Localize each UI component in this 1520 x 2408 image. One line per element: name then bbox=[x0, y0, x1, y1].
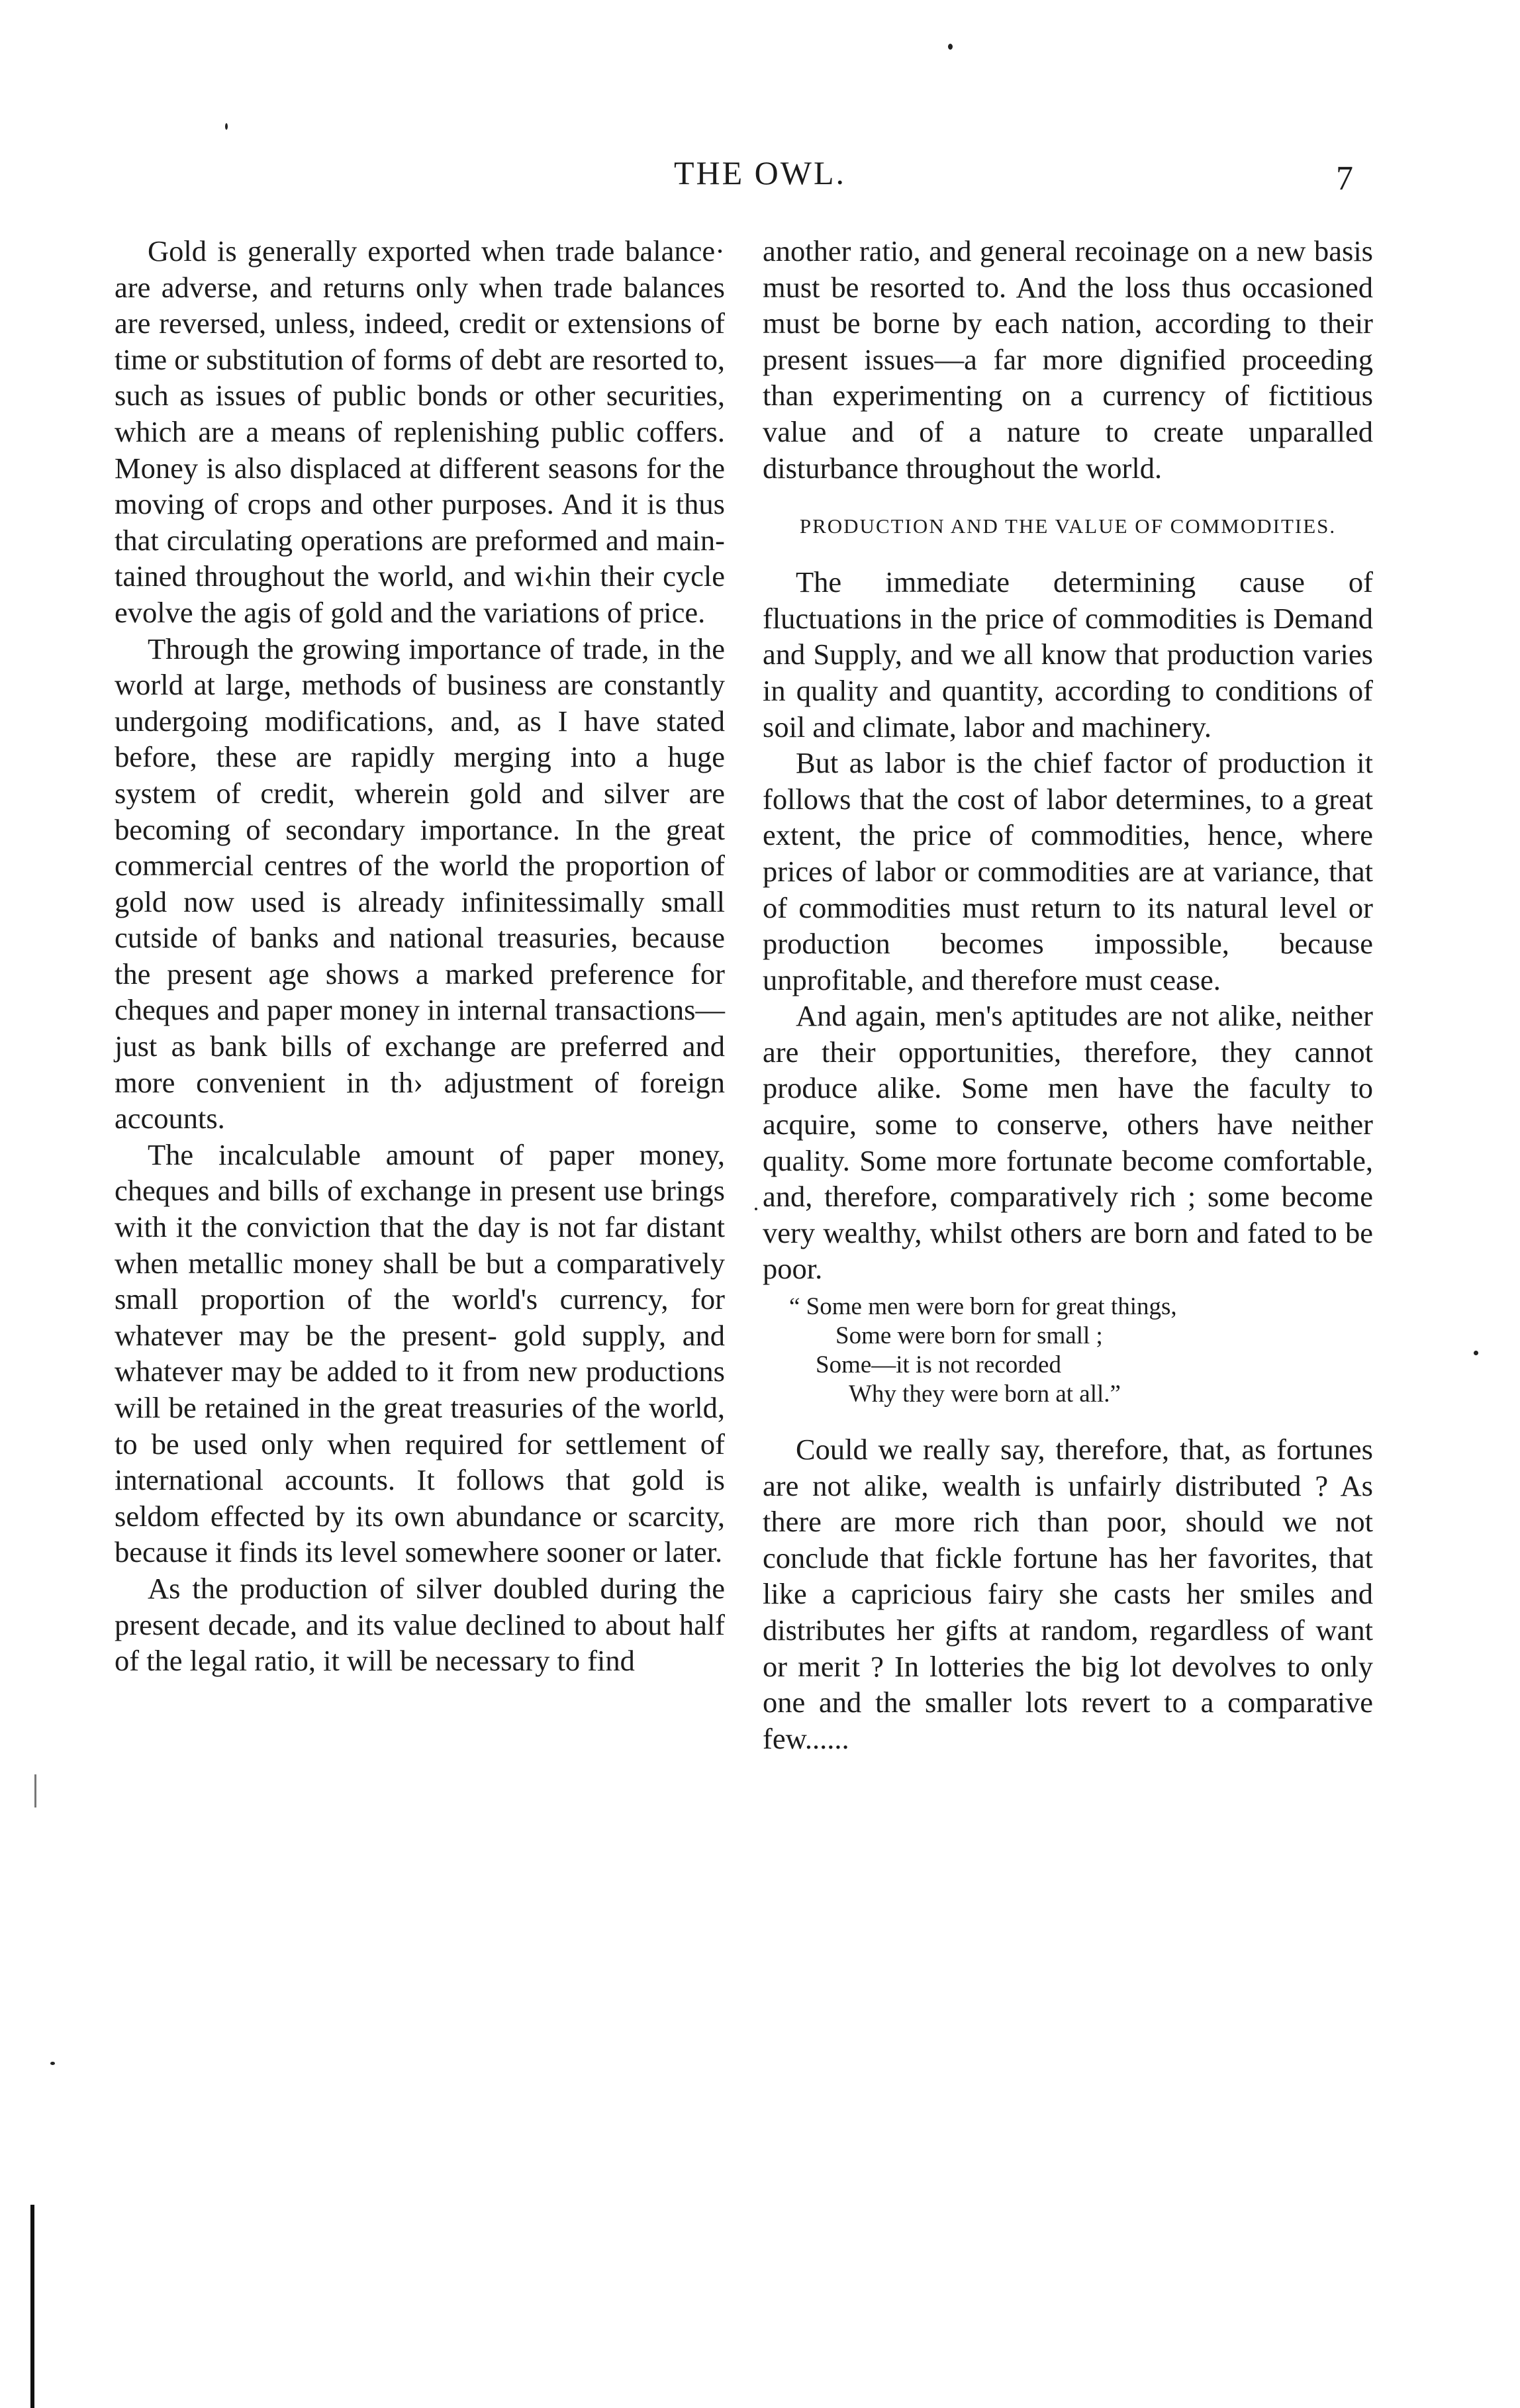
paragraph-aptitudes: And again, men's aptitudes are not alike, neither are their opportunities, therefore, they cannot produce alike. Some men have the faculty to acquire, some to conserve, others have neither quality. Some more fortunate become comfortable, and, therefore, comparatively rich ; some become very wealthy, whilst others are born and fated to be poor. bbox=[763, 999, 1373, 1286]
paragraph-another-ratio: another ratio, and general recoinage on a new basis must be resorted to. And the loss thus occasioned must be borne by each nation, according to their present issues—a far more dignified proceeding than experimenting on a currency of fictitious value and of a nature to create unparalled disturbance throughout the world. bbox=[763, 234, 1373, 485]
scan-speck bbox=[50, 2062, 55, 2065]
scan-speck bbox=[948, 44, 953, 50]
running-title: THE OWL. bbox=[673, 154, 847, 191]
scan-speck bbox=[755, 1208, 757, 1210]
page-number: 7 bbox=[1336, 160, 1353, 197]
scan-speck bbox=[225, 123, 228, 130]
right-column bbox=[763, 233, 1373, 1757]
paragraph-gold-exported: Gold is generally exported when trade balance· are adverse, and returns only when trade balances are reversed, unless, indeed, credit or extensions of time or substitution of forms of debt are resorted to, such as issues of public bonds or other securities, which are a means of replenishing public coffers. Money is also displaced at different seasons for the moving of crops and other purposes. And it is thus that circulating operations are preformed and maintained throughout the world, and wi‹hin their cycle evolve the agis of gold and the variations of price. bbox=[115, 234, 725, 629]
verse-line: Some were born for small ; bbox=[835, 1322, 1103, 1350]
verse-line: Why they were born at all.” bbox=[849, 1380, 1121, 1408]
scan-speck bbox=[1474, 1351, 1478, 1355]
verse-line: Some—it is not recorded bbox=[816, 1351, 1061, 1379]
paragraph-production-of-silver: As the production of silver doubled during the present decade, and its value declined to about half of the legal ratio, it will be necessary to find bbox=[115, 1571, 725, 1678]
scan-edge-mark bbox=[30, 2205, 34, 2408]
scan-edge-mark bbox=[34, 1774, 36, 1807]
section-heading: PRODUCTION AND THE VALUE OF COMMODITIES. bbox=[799, 514, 1337, 538]
verse-quotation bbox=[789, 1292, 1373, 1409]
paragraph-labor-chief-factor: But as labor is the chief factor of production it follows that the cost of labor determines, to a great extent, the price of commodities, hence, where prices of labor or commodities are at variance, that of commodities must return to its natural level or production becomes impossible, because unprofitable, and therefore must cease. bbox=[763, 746, 1373, 996]
verse-line: “ Some men were born for great things, bbox=[789, 1293, 1177, 1321]
paragraph-fortunes-not-alike: Could we really say, therefore, that, as fortunes are not alike, wealth is unfairly distributed ? As there are more rich than poor, should we not conclude that fickle fortune has her favorites, that like a capricious fairy she casts her smiles and distributes her gifts at random, regardless of want or merit ? In lotteries the big lot devolves to only one and the smaller lots revert to a comparative few...... bbox=[763, 1433, 1373, 1755]
left-column bbox=[115, 233, 725, 1679]
paragraph-growing-importance: Through the growing importance of trade, in the world at large, methods of business are constantly undergoing modifications, and, as I have stated before, these are rapidly merging into a huge system of credit, wherein gold and silver are becoming of secondary importance. In the great commercial centres of the world the proportion of gold now used is already infinitessimally small cutside of banks and national treasuries, because the present age shows a marked preference for cheques and paper money in internal transactions—just as bank bills of exchange are preferred and more convenient in th› adjustment of foreign accounts. bbox=[115, 632, 725, 1135]
paragraph-incalculable-amount: The incalculable amount of paper money, cheques and bills of exchange in present use brings with it the conviction that the day is not far distant when metallic money shall be but a comparatively small proportion of the world's currency, for whatever may be the present- gold supply, and whatever may be added to it from new productions will be retained in the great treasuries of the world, to be used only when required for settlement of international accounts. It follows that gold is seldom effected by its own abundance or scarcity, because it finds its level somewhere sooner or later. bbox=[115, 1137, 725, 1569]
paragraph-demand-and-supply: The immediate determining cause of fluctuations in the price of commodities is Demand and Supply, and we all know that production varies in quality and quantity, according to conditions of soil and climate, labor and machinery. bbox=[763, 565, 1373, 744]
